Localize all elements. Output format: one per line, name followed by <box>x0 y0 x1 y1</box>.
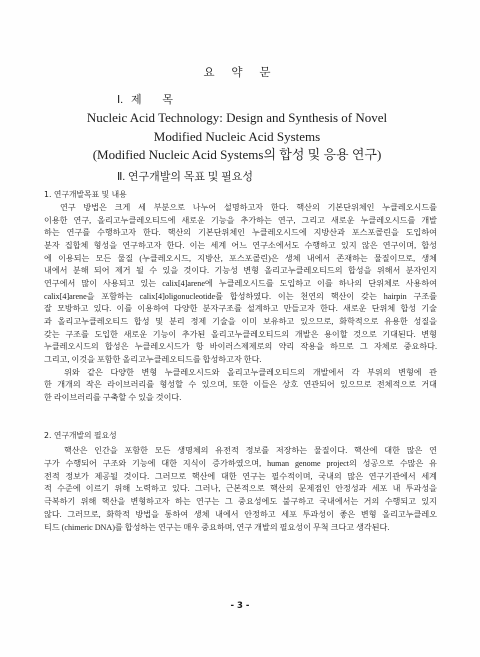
body-text-line: 한 개개의 작은 라이브러리를 형성할 수 있으며, 또한 이들은 상호 연관되어 있으므로 전체적으로 거대 <box>44 380 437 390</box>
project-title-line: Modified Nucleic Acid Systems <box>153 128 321 144</box>
body-text-line: 이용한 연구, 올리고누클레오티드에 새로운 기능을 추가하는 연구, 그리고 새로운 누클레오시드를 개발 <box>44 215 437 225</box>
body-text-line: 내에서 분해 되어 제거 될 수 있을 것이다. 기능성 변형 올리고누클레오티드의 합성을 위해서 분자인지 <box>44 266 437 276</box>
body-text-line: 적 수준에 이르기 위해 노력하고 있다. 그러나, 근본적으로 핵산의 문제점인 안정성과 세포 내 투과성을 <box>44 484 437 494</box>
body-text-line: 전적 정보가 제공될 것이다. 그러므로 핵산에 대한 연구는 필수적이며, 국내의 많은 연구기관에서 세계 <box>44 471 437 481</box>
body-text-line: 극복하기 위해 핵산을 변형하고자 하는 연구는 그 중요성에도 불구하고 국내에서는 거의 수행되고 있지 <box>44 497 437 507</box>
body-text-line: 연구에서 많이 사용되고 있는 calix[4]arene에 누클레오시드를 도입하고 이를 하나의 단위체로 사용하여 <box>44 278 437 288</box>
body-text-line: 잘 모방하고 있다. 이를 이용하여 다양한 분자구조를 설계하고 만들고자 한다. 새로운 단위체 합성 기술 <box>44 304 437 314</box>
project-title-line: Nucleic Acid Technology: Design and Synthesis of Novel <box>86 110 388 125</box>
body-text-line: 구가 수행되어 구조와 기능에 대한 지식이 증가하였으며, human genome project의 성공으로 수많은 유 <box>44 458 437 468</box>
subsection-1-heading: 1. 연구개발목표 및 내용 <box>44 190 127 199</box>
subsection-1-body <box>44 202 437 405</box>
body-text-line: 티드 (chimeric DNA)를 합성하는 연구는 매우 중요하며, 연구 개발의 필요성이 무척 크다고 생각된다. <box>44 522 390 532</box>
section-1-number: Ⅰ. <box>117 94 123 106</box>
body-text-line: calix[4]arene을 포함하는 calix[4]oligonucleotide를 합성하였다. 이는 천연의 핵산이 갖는 hairpin 구조를 <box>44 291 437 301</box>
body-text-line: 과 올리고누클레오티드 합성 및 분리 정제 기술을 이미 보유하고 있으므로, 화학적으로 유용한 성질을 <box>44 316 437 326</box>
body-text-line: 갖는 구조를 도입한 새로운 기능이 추가된 올리고누클레오티드의 개발은 용이할 것으로 기대된다. 변형 <box>44 329 437 339</box>
body-text-line: 위와 같은 다양한 변형 누클레오시드와 올리고누클레오티드의 개발에서 각 부위의 변형에 관 <box>64 367 437 377</box>
document-title: 요 약 문 <box>203 67 271 79</box>
project-title <box>0 109 474 165</box>
body-text-line: 분자 집합체 형성을 연구하고자 한다. 이는 세계 어느 연구소에서도 수행하고 있지 않은 연구이며, 합성 <box>44 240 437 250</box>
body-text-line: 핵산은 인간을 포함한 모든 생명체의 유전적 정보를 저장하는 물질이다. 핵산에 대한 많은 연 <box>64 446 437 455</box>
subsection-2-body <box>44 445 437 535</box>
body-text-line: 그리고, 이것을 포함한 올리고누클레오티드를 합성하고자 한다. <box>44 354 262 364</box>
body-text-line: 하는 연구를 수행하고자 한다. 핵산의 기본단위체인 누클레오시드에 지방산과 포스포콜린을 도입하여 <box>44 228 437 238</box>
page-number: - 3 - <box>230 601 250 611</box>
body-text-line: 연구 방법은 크게 세 부분으로 나누어 설명하고자 한다. 핵산의 기본단위체인 누클레오시드를 <box>60 203 437 212</box>
section-1-label: 제 목 <box>131 94 174 106</box>
section-2-heading: Ⅱ. 연구개발의 목표 및 필요성 <box>117 171 254 183</box>
body-text-line: 한 라이브러리를 구축할 수 있을 것이다. <box>44 392 182 402</box>
body-text-line: 않다. 그러므로, 화학적 방법을 통하여 생체 내에서 안정하고 세포 투과성이 좋은 변형 올리고누클레오 <box>44 509 437 519</box>
section-1-heading <box>117 93 173 108</box>
body-text-line: 에 이용되는 모든 물질 (누클레오시드, 지방산, 포스포콜린)은 생체 내에서 존재하는 물질이므로, 생체 <box>44 253 437 263</box>
project-title-line: (Modified Nucleic Acid Systems의 합성 및 응용 연구) <box>92 147 382 162</box>
subsection-2-heading: 2. 연구개발의 필요성 <box>44 431 117 440</box>
body-text-line: 누클레오시드의 합성은 누클레오시드가 항 바이러스제제로의 약리 작용을 하므로 그 자체로 중요하다. <box>44 342 437 352</box>
